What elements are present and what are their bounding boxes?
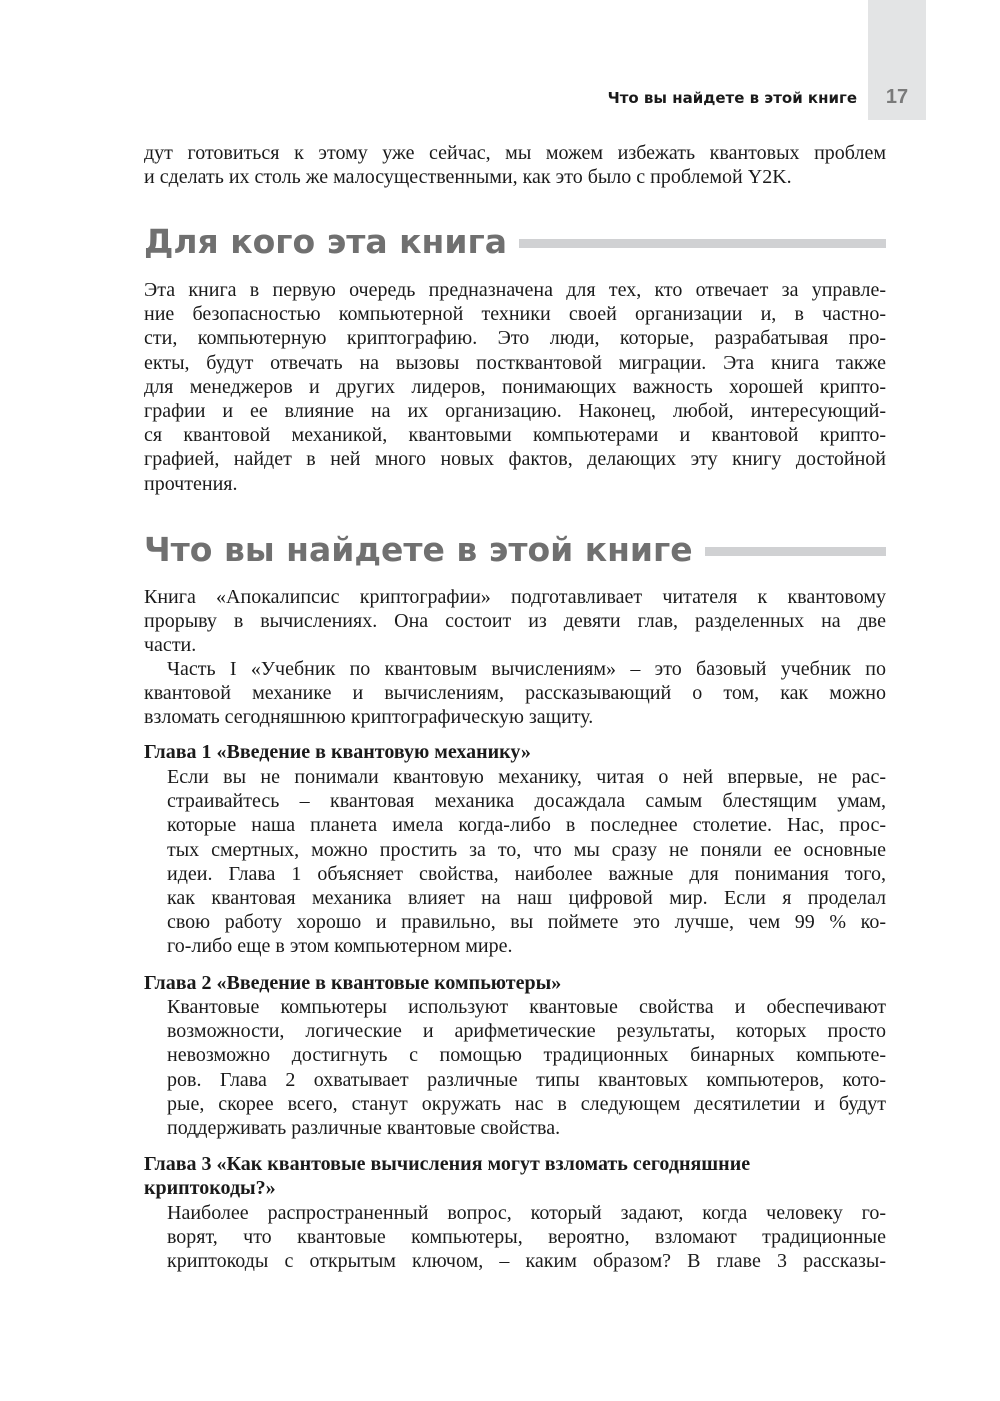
text-line: графии и ее влияние на их организацию. Наконец, любой, интересующий- [144, 399, 886, 422]
heading-rule [519, 239, 886, 248]
text-line: Часть I «Учебник по квантовым вычислениям» – это базовый учебник по [167, 658, 886, 680]
text-line: ние безопасностью компьютерной техники своей организации и, в частно- [144, 303, 886, 326]
text-line: квантовой механике и вычислениям, рассказывающий о том, как можно [144, 682, 886, 705]
text-line: страивайтесь – квантовая механика досаждала самым блестящим умам, [167, 790, 886, 813]
text-line: как квантовая механика влияет на наш цифровой мир. Если я проделал [167, 886, 886, 909]
text-line: Квантовые компьютеры используют квантовые свойства и обеспечивают [167, 996, 886, 1018]
section1-paragraph [144, 278, 886, 496]
text-line: поддерживать различные квантовые свойства. [167, 1116, 561, 1139]
text-line: взломать сегодняшнюю криптографическую защиту. [144, 706, 594, 729]
text-line: Глава 1 «Введение в квантовую механику» [144, 741, 531, 763]
section2-paragraph [144, 585, 886, 658]
section-title: Для кого эта книга [144, 222, 507, 261]
text-line: криптокоды?» [144, 1177, 276, 1200]
text-line: тых смертных, можно простить за то, что мы сразу не поняли ее основные [167, 838, 886, 861]
heading-rule [705, 547, 886, 556]
text-line: криптокоды с открытым ключом, – каким образом? В главе 3 рассказы- [167, 1250, 886, 1273]
section-heading [144, 222, 886, 261]
chapter-3-title [144, 1152, 886, 1200]
text-line: Наиболее распространенный вопрос, который задают, когда человеку го- [167, 1202, 886, 1224]
text-line: прорыву в вычислениях. Она состоит из девяти глав, разделенных на две [144, 610, 886, 633]
section-title: Что вы найдете в этой книге [144, 530, 693, 569]
chapter-1-title [144, 740, 886, 764]
text-line: Глава 2 «Введение в квантовые компьютеры» [144, 972, 562, 994]
text-line: Если вы не понимали квантовую механику, читая о ней впервые, не рас- [167, 766, 886, 788]
text-line: для менеджеров и других лидеров, понимающих важность хорошей крипто- [144, 375, 886, 398]
text-line: дут готовиться к этому уже сейчас, мы можем избежать квантовых проблем [144, 142, 886, 164]
text-line: ров. Глава 2 охватывает различные типы квантовых компьютеров, кото- [167, 1068, 886, 1091]
chapter-1-description [167, 765, 886, 959]
text-line: екты, будут отвечать на вызовы постквантовой миграции. Эта книга также [144, 351, 886, 374]
text-line: ся квантовой механикой, квантовыми компьютерами и квантовой крипто- [144, 424, 886, 447]
text-line: го-либо еще в этом компьютерном мире. [167, 935, 513, 958]
intro-paragraph [144, 141, 886, 189]
text-line: прочтения. [144, 472, 238, 495]
text-line: Книга «Апокалипсис криптографии» подготавливает читателя к квантовому [144, 586, 886, 608]
section-heading [144, 530, 886, 569]
text-line: и сделать их столь же малосущественными, как это было с проблемой Y2K. [144, 166, 792, 189]
chapter-2-title [144, 971, 886, 995]
text-line: которые наша планета имела когда-либо в последнее столетие. Нас, прос- [167, 814, 886, 837]
text-line: графией, найдет в ней много новых фактов, делающих эту книгу достойной [144, 448, 886, 471]
text-line: идеи. Глава 1 объясняет свойства, наиболее важные для понимания того, [167, 862, 886, 885]
text-line: сти, компьютерную криптографию. Это люди, которые, разрабатывая про- [144, 327, 886, 350]
chapter-2-description [167, 995, 886, 1140]
chapter-3-description [167, 1201, 886, 1274]
text-line: части. [144, 634, 197, 657]
part1-paragraph [144, 657, 886, 730]
text-line: Эта книга в первую очередь предназначена для тех, кто отвечает за управле- [144, 279, 886, 301]
text-line: ворят, что квантовые компьютеры, вероятно, взломают традиционные [167, 1226, 886, 1249]
text-line: невозможно достигнуть с помощью традиционных бинарных компьюте- [167, 1044, 886, 1067]
text-line: Глава 3 «Как квантовые вычисления могут взломать сегодняшние [144, 1153, 751, 1175]
page-number: 17 [885, 86, 909, 108]
text-line: свою работу хорошо и правильно, вы поймете это лучше, чем 99 % ко- [167, 911, 886, 934]
running-header: Что вы найдете в этой книге [607, 89, 857, 107]
text-line: возможности, логические и арифметические результаты, которых просто [167, 1020, 886, 1043]
text-line: рые, скорее всего, станут окружать нас в следующем десятилетии и будут [167, 1092, 886, 1115]
